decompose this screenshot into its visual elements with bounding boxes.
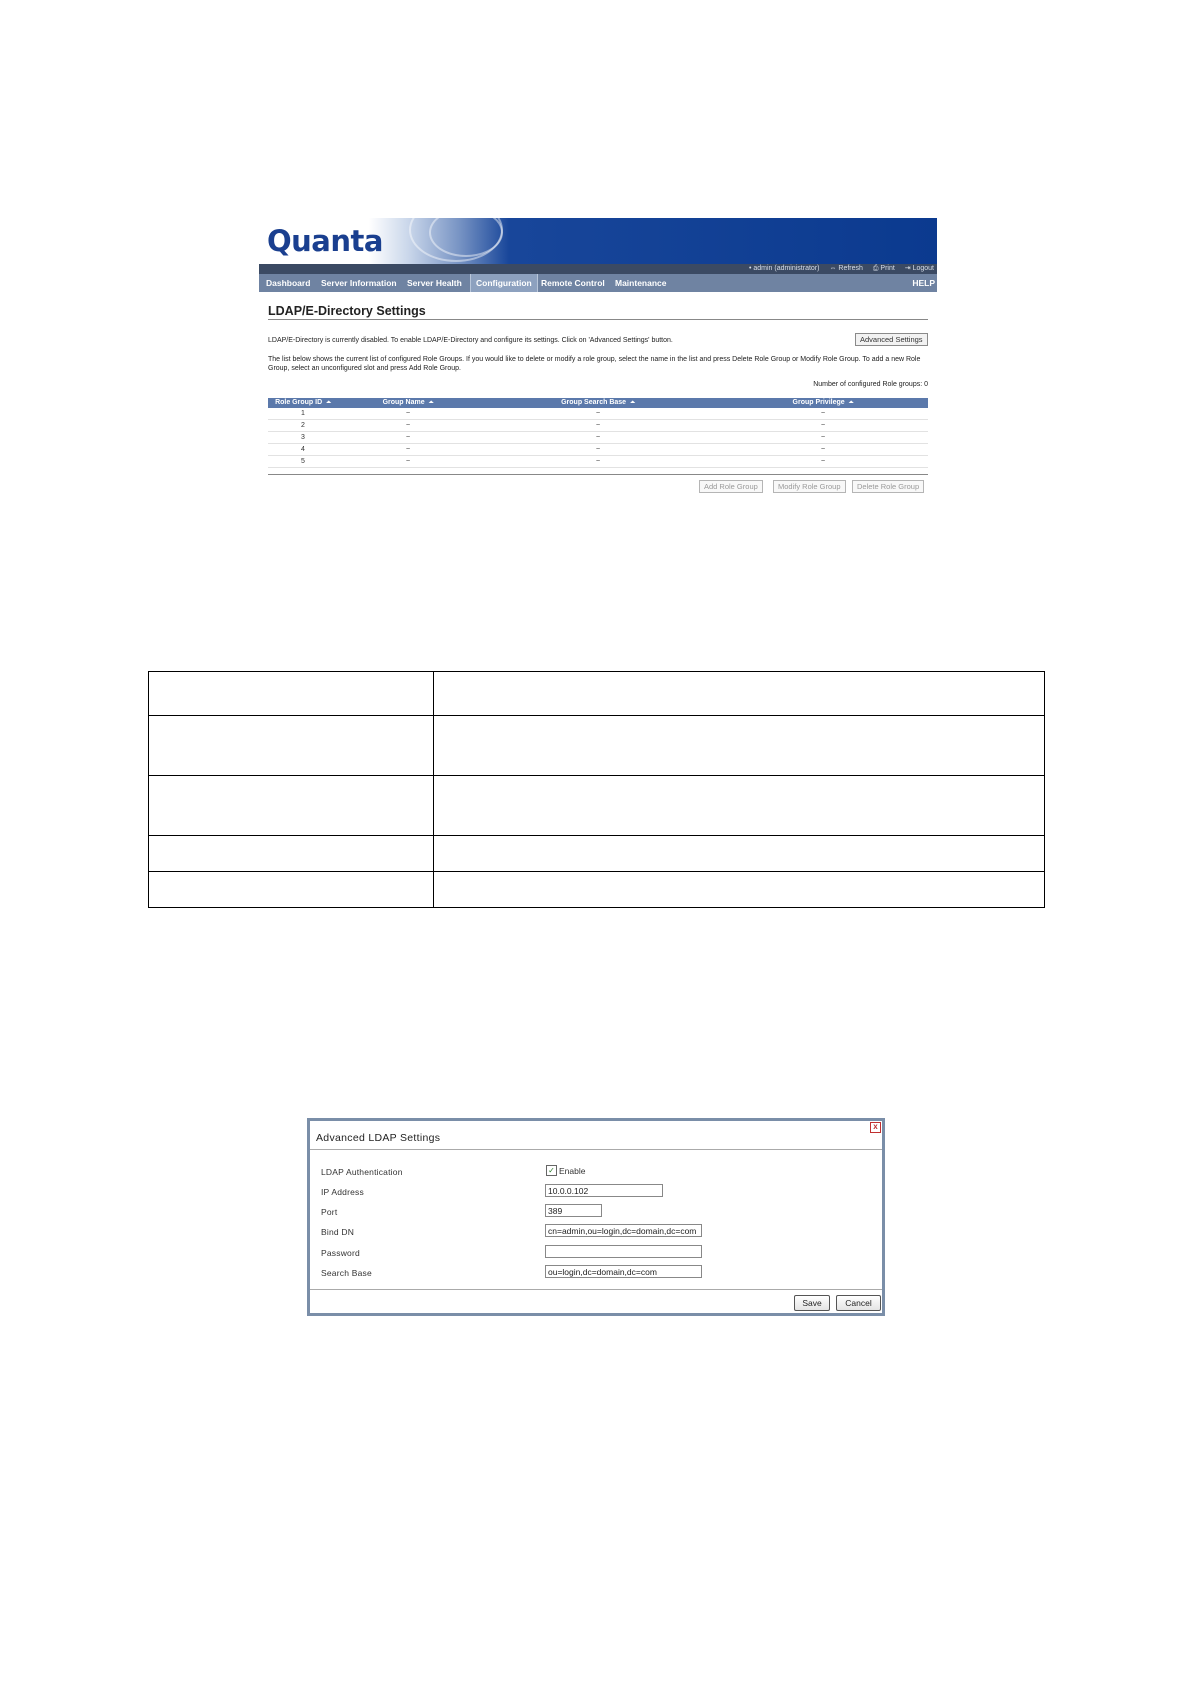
nav-server-information[interactable]: Server Information [321,278,397,288]
table-row[interactable]: 5 ~ ~ ~ [268,456,928,468]
col-group-search-base[interactable]: Group Search Base ⏶ [478,398,718,408]
nav-configuration[interactable]: Configuration [470,274,538,292]
nav-server-health[interactable]: Server Health [407,278,462,288]
col-group-privilege[interactable]: Group Privilege ⏶ [718,398,928,408]
delete-role-group-button[interactable]: Delete Role Group [852,480,924,493]
table-row [149,672,1045,716]
nav-remote-control[interactable]: Remote Control [541,278,605,288]
nav-dashboard[interactable]: Dashboard [266,278,311,288]
description-table [148,671,1045,908]
search-base-label: Search Base [321,1268,372,1278]
table-row[interactable]: 3 ~ ~ ~ [268,432,928,444]
ldap-status-text: LDAP/E-Directory is currently disabled. To enable LDAP/E-Directory and configure its settings. Click on 'Advanced Settings' button. [268,337,673,344]
password-field[interactable] [545,1245,702,1258]
port-field[interactable]: 389 [545,1204,602,1217]
ip-address-label: IP Address [321,1187,364,1197]
search-base-field[interactable]: ou=login,dc=domain,dc=com [545,1265,702,1278]
advanced-ldap-dialog [307,1118,885,1316]
role-group-info-text: The list below shows the current list of configured Role Groups. If you would like to delete or modify a role group, select the name in the list and press Delete Role Group or Modify Role Group. To add a new Role Group, select an unconfigured slot and press Add Role Group. [268,356,921,372]
close-icon[interactable]: x [870,1122,881,1133]
dialog-title: Advanced LDAP Settings [316,1132,441,1144]
ldap-authentication-label: LDAP Authentication [321,1167,403,1177]
nav-maintenance[interactable]: Maintenance [615,278,667,288]
ldap-settings-screenshot [259,218,937,496]
header-banner [259,218,937,264]
quanta-logo: Quanta [267,224,383,258]
bind-dn-field[interactable]: cn=admin,ou=login,dc=domain,dc=com [545,1224,702,1237]
table-row [149,872,1045,908]
print-link[interactable]: ⎙ Print [872,265,895,272]
dialog-divider [310,1149,882,1150]
password-label: Password [321,1248,360,1258]
table-row [149,776,1045,836]
refresh-link[interactable]: ⇔ Refresh [829,265,863,272]
help-link[interactable]: HELP [912,278,935,288]
col-role-group-id[interactable]: Role Group ID ⏶ [268,398,338,408]
dialog-footer-divider [310,1289,882,1290]
user-account-link[interactable]: • admin (administrator) [748,265,820,272]
sort-icon: ⏶ [326,400,331,406]
user-links [741,264,934,274]
bind-dn-label: Bind DN [321,1227,355,1237]
table-row[interactable]: 1 ~ ~ ~ [268,408,928,420]
save-button[interactable]: Save [794,1295,830,1311]
table-row[interactable]: 4 ~ ~ ~ [268,444,928,456]
role-group-table [268,398,928,468]
col-group-name[interactable]: Group Name ⏶ [338,398,478,408]
page-title: LDAP/E-Directory Settings [268,304,426,318]
table-row[interactable]: 2 ~ ~ ~ [268,420,928,432]
sort-icon: ⏶ [630,400,635,406]
enable-checkbox-label: Enable [559,1166,586,1176]
port-label: Port [321,1207,338,1217]
sort-icon: ⏶ [848,400,854,406]
table-divider [268,474,928,475]
advanced-settings-button[interactable]: Advanced Settings [855,333,928,346]
logout-link[interactable]: ⇥ Logout [904,265,934,272]
modify-role-group-button[interactable]: Modify Role Group [773,480,846,493]
cancel-button[interactable]: Cancel [836,1295,881,1311]
add-role-group-button[interactable]: Add Role Group [699,480,763,493]
table-row [149,836,1045,872]
main-nav [259,274,937,292]
enable-checkbox[interactable]: ✓ [546,1165,557,1176]
ip-address-field[interactable]: 10.0.0.102 [545,1184,663,1197]
title-divider [268,319,928,320]
table-row [149,716,1045,776]
role-group-count: Number of configured Role groups: 0 [813,381,928,388]
sort-icon: ⏶ [428,400,434,406]
